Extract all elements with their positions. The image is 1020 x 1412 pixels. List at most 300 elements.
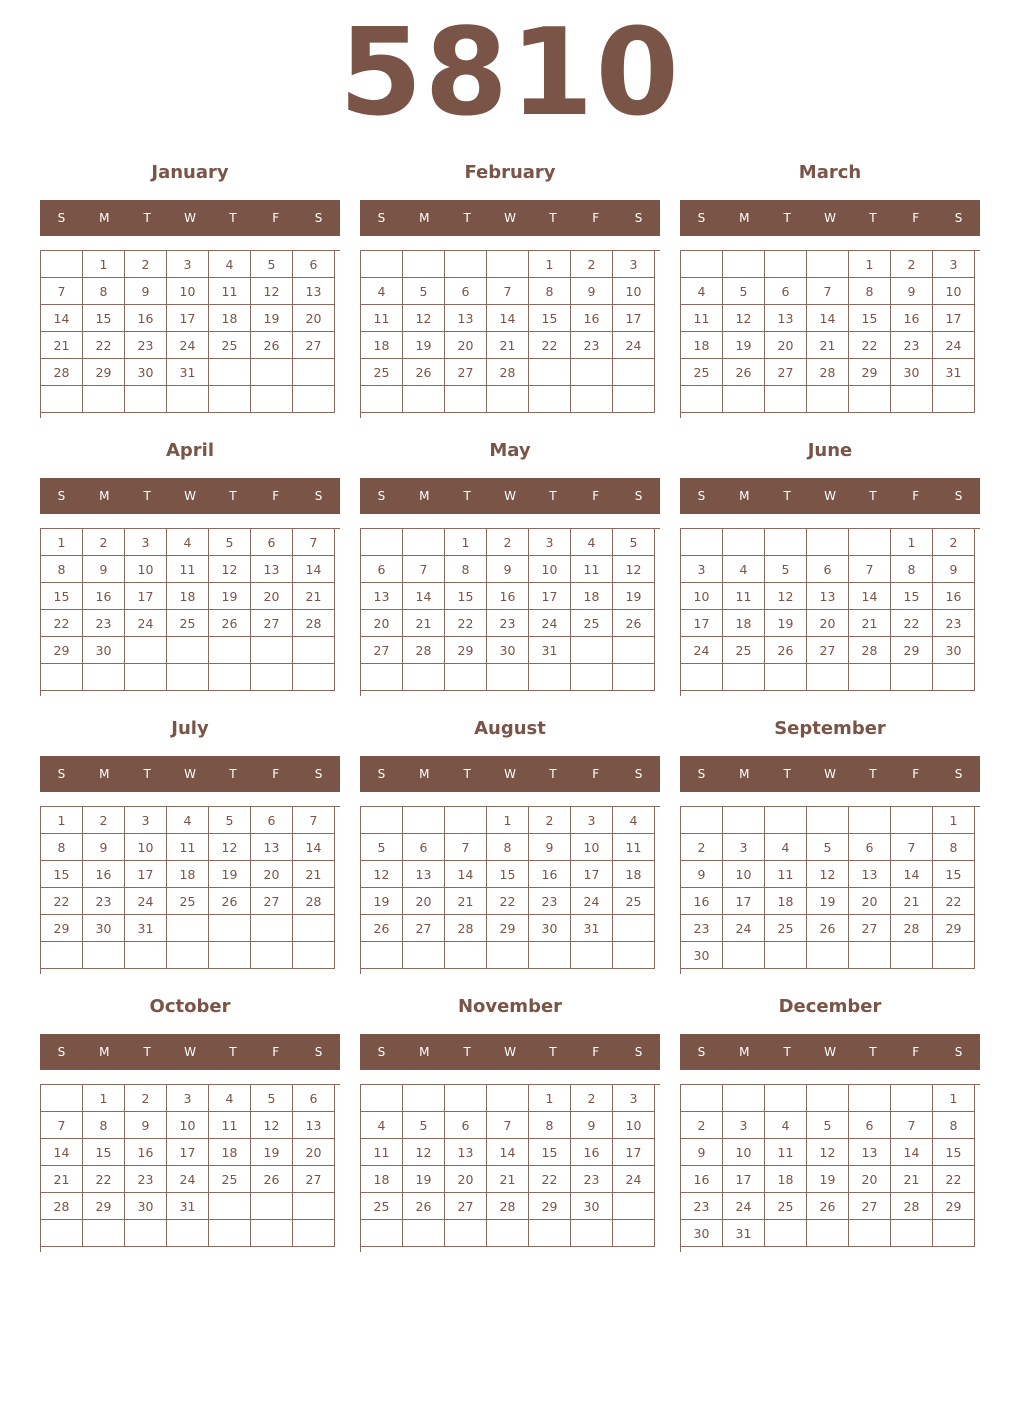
day-cell[interactable]: 22 <box>849 332 891 359</box>
day-cell[interactable]: 2 <box>125 251 167 278</box>
day-cell[interactable]: 1 <box>487 807 529 834</box>
day-cell[interactable]: 25 <box>167 610 209 637</box>
day-cell[interactable]: 28 <box>487 359 529 386</box>
day-cell[interactable]: 10 <box>167 278 209 305</box>
day-cell[interactable]: 2 <box>933 529 975 556</box>
day-cell[interactable]: 19 <box>251 305 293 332</box>
day-cell[interactable]: 11 <box>571 556 613 583</box>
day-cell[interactable]: 15 <box>487 861 529 888</box>
day-cell[interactable]: 23 <box>487 610 529 637</box>
day-cell[interactable]: 8 <box>933 834 975 861</box>
day-cell[interactable]: 15 <box>933 1139 975 1166</box>
day-cell[interactable]: 5 <box>403 278 445 305</box>
day-cell[interactable]: 18 <box>681 332 723 359</box>
day-cell[interactable]: 17 <box>571 861 613 888</box>
day-cell[interactable]: 24 <box>167 332 209 359</box>
day-cell[interactable]: 17 <box>529 583 571 610</box>
day-cell[interactable]: 2 <box>83 529 125 556</box>
day-cell[interactable]: 18 <box>765 1166 807 1193</box>
day-cell[interactable]: 6 <box>445 278 487 305</box>
day-cell[interactable]: 4 <box>167 529 209 556</box>
day-cell[interactable]: 8 <box>41 834 83 861</box>
day-cell[interactable]: 25 <box>167 888 209 915</box>
day-cell[interactable]: 27 <box>293 1166 335 1193</box>
day-cell[interactable]: 22 <box>41 888 83 915</box>
day-cell[interactable]: 7 <box>487 278 529 305</box>
day-cell[interactable]: 10 <box>125 556 167 583</box>
day-cell[interactable]: 21 <box>807 332 849 359</box>
day-cell[interactable]: 17 <box>125 861 167 888</box>
day-cell[interactable]: 25 <box>361 359 403 386</box>
day-cell[interactable]: 26 <box>251 1166 293 1193</box>
day-cell[interactable]: 11 <box>765 861 807 888</box>
day-cell[interactable]: 23 <box>529 888 571 915</box>
day-cell[interactable]: 14 <box>293 834 335 861</box>
day-cell[interactable]: 19 <box>613 583 655 610</box>
day-cell[interactable]: 22 <box>933 888 975 915</box>
day-cell[interactable]: 21 <box>293 861 335 888</box>
day-cell[interactable]: 21 <box>891 888 933 915</box>
day-cell[interactable]: 6 <box>807 556 849 583</box>
day-cell[interactable]: 7 <box>807 278 849 305</box>
day-cell[interactable]: 28 <box>891 915 933 942</box>
day-cell[interactable]: 9 <box>571 1112 613 1139</box>
day-cell[interactable]: 26 <box>723 359 765 386</box>
day-cell[interactable]: 7 <box>41 278 83 305</box>
day-cell[interactable]: 24 <box>125 610 167 637</box>
day-cell[interactable]: 27 <box>849 915 891 942</box>
day-cell[interactable]: 6 <box>293 251 335 278</box>
day-cell[interactable]: 21 <box>41 1166 83 1193</box>
day-cell[interactable]: 16 <box>681 1166 723 1193</box>
day-cell[interactable]: 14 <box>293 556 335 583</box>
day-cell[interactable]: 15 <box>445 583 487 610</box>
day-cell[interactable]: 2 <box>83 807 125 834</box>
day-cell[interactable]: 14 <box>41 1139 83 1166</box>
day-cell[interactable]: 13 <box>251 556 293 583</box>
day-cell[interactable]: 22 <box>529 332 571 359</box>
day-cell[interactable]: 13 <box>807 583 849 610</box>
day-cell[interactable]: 6 <box>251 807 293 834</box>
day-cell[interactable]: 11 <box>361 305 403 332</box>
day-cell[interactable]: 6 <box>251 529 293 556</box>
day-cell[interactable]: 23 <box>571 1166 613 1193</box>
day-cell[interactable]: 18 <box>209 1139 251 1166</box>
day-cell[interactable]: 13 <box>445 1139 487 1166</box>
day-cell[interactable]: 1 <box>529 1085 571 1112</box>
day-cell[interactable]: 24 <box>529 610 571 637</box>
day-cell[interactable]: 17 <box>933 305 975 332</box>
day-cell[interactable]: 12 <box>613 556 655 583</box>
day-cell[interactable]: 14 <box>487 305 529 332</box>
day-cell[interactable]: 1 <box>83 251 125 278</box>
day-cell[interactable]: 13 <box>293 278 335 305</box>
day-cell[interactable]: 12 <box>251 1112 293 1139</box>
day-cell[interactable]: 19 <box>765 610 807 637</box>
day-cell[interactable]: 21 <box>445 888 487 915</box>
day-cell[interactable]: 9 <box>125 278 167 305</box>
day-cell[interactable]: 30 <box>83 915 125 942</box>
day-cell[interactable]: 18 <box>723 610 765 637</box>
day-cell[interactable]: 12 <box>209 556 251 583</box>
day-cell[interactable]: 16 <box>487 583 529 610</box>
day-cell[interactable]: 14 <box>403 583 445 610</box>
day-cell[interactable]: 25 <box>613 888 655 915</box>
day-cell[interactable]: 24 <box>613 1166 655 1193</box>
day-cell[interactable]: 19 <box>209 861 251 888</box>
day-cell[interactable]: 15 <box>529 305 571 332</box>
day-cell[interactable]: 8 <box>445 556 487 583</box>
day-cell[interactable]: 31 <box>167 359 209 386</box>
day-cell[interactable]: 13 <box>361 583 403 610</box>
day-cell[interactable]: 11 <box>209 278 251 305</box>
day-cell[interactable]: 7 <box>487 1112 529 1139</box>
day-cell[interactable]: 27 <box>403 915 445 942</box>
day-cell[interactable]: 14 <box>487 1139 529 1166</box>
day-cell[interactable]: 15 <box>933 861 975 888</box>
day-cell[interactable]: 14 <box>445 861 487 888</box>
day-cell[interactable]: 3 <box>723 1112 765 1139</box>
day-cell[interactable]: 23 <box>571 332 613 359</box>
day-cell[interactable]: 27 <box>445 359 487 386</box>
day-cell[interactable]: 3 <box>529 529 571 556</box>
day-cell[interactable]: 26 <box>765 637 807 664</box>
day-cell[interactable]: 27 <box>251 888 293 915</box>
day-cell[interactable]: 5 <box>723 278 765 305</box>
day-cell[interactable]: 24 <box>613 332 655 359</box>
day-cell[interactable]: 25 <box>765 915 807 942</box>
day-cell[interactable]: 7 <box>293 529 335 556</box>
day-cell[interactable]: 30 <box>83 637 125 664</box>
day-cell[interactable]: 3 <box>167 1085 209 1112</box>
day-cell[interactable]: 30 <box>125 359 167 386</box>
day-cell[interactable]: 16 <box>83 583 125 610</box>
day-cell[interactable]: 3 <box>613 1085 655 1112</box>
day-cell[interactable]: 24 <box>723 1193 765 1220</box>
day-cell[interactable]: 18 <box>167 861 209 888</box>
day-cell[interactable]: 25 <box>765 1193 807 1220</box>
day-cell[interactable]: 12 <box>209 834 251 861</box>
day-cell[interactable]: 4 <box>765 834 807 861</box>
day-cell[interactable]: 9 <box>529 834 571 861</box>
day-cell[interactable]: 12 <box>251 278 293 305</box>
day-cell[interactable]: 15 <box>41 583 83 610</box>
day-cell[interactable]: 13 <box>403 861 445 888</box>
day-cell[interactable]: 7 <box>403 556 445 583</box>
day-cell[interactable]: 15 <box>83 1139 125 1166</box>
day-cell[interactable]: 4 <box>571 529 613 556</box>
day-cell[interactable]: 11 <box>723 583 765 610</box>
day-cell[interactable]: 24 <box>125 888 167 915</box>
day-cell[interactable]: 20 <box>293 1139 335 1166</box>
day-cell[interactable]: 16 <box>681 888 723 915</box>
day-cell[interactable]: 26 <box>807 1193 849 1220</box>
day-cell[interactable]: 22 <box>891 610 933 637</box>
day-cell[interactable]: 22 <box>83 1166 125 1193</box>
day-cell[interactable]: 26 <box>613 610 655 637</box>
day-cell[interactable]: 29 <box>41 915 83 942</box>
day-cell[interactable]: 30 <box>933 637 975 664</box>
day-cell[interactable]: 19 <box>403 332 445 359</box>
day-cell[interactable]: 18 <box>571 583 613 610</box>
day-cell[interactable]: 9 <box>83 556 125 583</box>
day-cell[interactable]: 5 <box>807 834 849 861</box>
day-cell[interactable]: 10 <box>723 861 765 888</box>
day-cell[interactable]: 5 <box>613 529 655 556</box>
day-cell[interactable]: 6 <box>849 834 891 861</box>
day-cell[interactable]: 2 <box>529 807 571 834</box>
day-cell[interactable]: 31 <box>167 1193 209 1220</box>
day-cell[interactable]: 22 <box>529 1166 571 1193</box>
day-cell[interactable]: 23 <box>891 332 933 359</box>
day-cell[interactable]: 21 <box>849 610 891 637</box>
day-cell[interactable]: 1 <box>41 529 83 556</box>
day-cell[interactable]: 30 <box>571 1193 613 1220</box>
day-cell[interactable]: 17 <box>125 583 167 610</box>
day-cell[interactable]: 8 <box>891 556 933 583</box>
day-cell[interactable]: 20 <box>445 1166 487 1193</box>
day-cell[interactable]: 23 <box>83 610 125 637</box>
day-cell[interactable]: 9 <box>933 556 975 583</box>
day-cell[interactable]: 16 <box>891 305 933 332</box>
day-cell[interactable]: 11 <box>361 1139 403 1166</box>
day-cell[interactable]: 28 <box>293 610 335 637</box>
day-cell[interactable]: 22 <box>445 610 487 637</box>
day-cell[interactable]: 19 <box>723 332 765 359</box>
day-cell[interactable]: 4 <box>765 1112 807 1139</box>
day-cell[interactable]: 28 <box>445 915 487 942</box>
day-cell[interactable]: 2 <box>681 834 723 861</box>
day-cell[interactable]: 26 <box>251 332 293 359</box>
day-cell[interactable]: 17 <box>613 305 655 332</box>
day-cell[interactable]: 29 <box>849 359 891 386</box>
day-cell[interactable]: 24 <box>681 637 723 664</box>
day-cell[interactable]: 9 <box>125 1112 167 1139</box>
day-cell[interactable]: 7 <box>293 807 335 834</box>
day-cell[interactable]: 28 <box>891 1193 933 1220</box>
day-cell[interactable]: 29 <box>891 637 933 664</box>
day-cell[interactable]: 23 <box>125 1166 167 1193</box>
day-cell[interactable]: 10 <box>125 834 167 861</box>
day-cell[interactable]: 5 <box>251 1085 293 1112</box>
day-cell[interactable]: 5 <box>807 1112 849 1139</box>
day-cell[interactable]: 18 <box>765 888 807 915</box>
day-cell[interactable]: 23 <box>83 888 125 915</box>
day-cell[interactable]: 5 <box>361 834 403 861</box>
day-cell[interactable]: 20 <box>445 332 487 359</box>
day-cell[interactable]: 8 <box>849 278 891 305</box>
day-cell[interactable]: 28 <box>293 888 335 915</box>
day-cell[interactable]: 25 <box>209 1166 251 1193</box>
day-cell[interactable]: 20 <box>849 888 891 915</box>
day-cell[interactable]: 12 <box>403 305 445 332</box>
day-cell[interactable]: 3 <box>613 251 655 278</box>
day-cell[interactable]: 19 <box>403 1166 445 1193</box>
day-cell[interactable]: 20 <box>849 1166 891 1193</box>
day-cell[interactable]: 24 <box>723 915 765 942</box>
day-cell[interactable]: 7 <box>849 556 891 583</box>
day-cell[interactable]: 2 <box>487 529 529 556</box>
day-cell[interactable]: 8 <box>933 1112 975 1139</box>
day-cell[interactable]: 3 <box>681 556 723 583</box>
day-cell[interactable]: 2 <box>891 251 933 278</box>
day-cell[interactable]: 18 <box>613 861 655 888</box>
day-cell[interactable]: 8 <box>529 278 571 305</box>
day-cell[interactable]: 13 <box>765 305 807 332</box>
day-cell[interactable]: 18 <box>361 332 403 359</box>
day-cell[interactable]: 20 <box>361 610 403 637</box>
day-cell[interactable]: 14 <box>41 305 83 332</box>
day-cell[interactable]: 24 <box>571 888 613 915</box>
day-cell[interactable]: 2 <box>571 1085 613 1112</box>
day-cell[interactable]: 16 <box>125 1139 167 1166</box>
day-cell[interactable]: 20 <box>403 888 445 915</box>
day-cell[interactable]: 13 <box>293 1112 335 1139</box>
day-cell[interactable]: 12 <box>723 305 765 332</box>
day-cell[interactable]: 18 <box>361 1166 403 1193</box>
day-cell[interactable]: 8 <box>487 834 529 861</box>
day-cell[interactable]: 23 <box>933 610 975 637</box>
day-cell[interactable]: 11 <box>681 305 723 332</box>
day-cell[interactable]: 19 <box>251 1139 293 1166</box>
day-cell[interactable]: 8 <box>83 278 125 305</box>
day-cell[interactable]: 22 <box>487 888 529 915</box>
day-cell[interactable]: 4 <box>167 807 209 834</box>
day-cell[interactable]: 30 <box>529 915 571 942</box>
day-cell[interactable]: 11 <box>167 834 209 861</box>
day-cell[interactable]: 5 <box>765 556 807 583</box>
day-cell[interactable]: 10 <box>723 1139 765 1166</box>
day-cell[interactable]: 14 <box>891 1139 933 1166</box>
day-cell[interactable]: 20 <box>293 305 335 332</box>
day-cell[interactable]: 13 <box>849 861 891 888</box>
day-cell[interactable]: 7 <box>891 834 933 861</box>
day-cell[interactable]: 2 <box>571 251 613 278</box>
day-cell[interactable]: 8 <box>83 1112 125 1139</box>
day-cell[interactable]: 4 <box>361 1112 403 1139</box>
day-cell[interactable]: 23 <box>681 915 723 942</box>
day-cell[interactable]: 16 <box>571 305 613 332</box>
day-cell[interactable]: 10 <box>529 556 571 583</box>
day-cell[interactable]: 19 <box>807 1166 849 1193</box>
day-cell[interactable]: 12 <box>403 1139 445 1166</box>
day-cell[interactable]: 14 <box>849 583 891 610</box>
day-cell[interactable]: 16 <box>83 861 125 888</box>
day-cell[interactable]: 21 <box>487 1166 529 1193</box>
day-cell[interactable]: 26 <box>361 915 403 942</box>
day-cell[interactable]: 23 <box>681 1193 723 1220</box>
day-cell[interactable]: 17 <box>723 888 765 915</box>
day-cell[interactable]: 15 <box>83 305 125 332</box>
day-cell[interactable]: 10 <box>681 583 723 610</box>
day-cell[interactable]: 29 <box>487 915 529 942</box>
day-cell[interactable]: 11 <box>765 1139 807 1166</box>
day-cell[interactable]: 12 <box>807 861 849 888</box>
day-cell[interactable]: 3 <box>125 529 167 556</box>
day-cell[interactable]: 18 <box>167 583 209 610</box>
day-cell[interactable]: 28 <box>403 637 445 664</box>
day-cell[interactable]: 29 <box>529 1193 571 1220</box>
day-cell[interactable]: 17 <box>167 1139 209 1166</box>
day-cell[interactable]: 10 <box>571 834 613 861</box>
day-cell[interactable]: 4 <box>209 1085 251 1112</box>
day-cell[interactable]: 9 <box>681 861 723 888</box>
day-cell[interactable]: 25 <box>681 359 723 386</box>
day-cell[interactable]: 7 <box>41 1112 83 1139</box>
day-cell[interactable]: 6 <box>445 1112 487 1139</box>
day-cell[interactable]: 30 <box>487 637 529 664</box>
day-cell[interactable]: 14 <box>891 861 933 888</box>
day-cell[interactable]: 6 <box>765 278 807 305</box>
day-cell[interactable]: 21 <box>293 583 335 610</box>
day-cell[interactable]: 15 <box>891 583 933 610</box>
day-cell[interactable]: 5 <box>403 1112 445 1139</box>
day-cell[interactable]: 10 <box>167 1112 209 1139</box>
day-cell[interactable]: 6 <box>403 834 445 861</box>
day-cell[interactable]: 19 <box>361 888 403 915</box>
day-cell[interactable]: 27 <box>849 1193 891 1220</box>
day-cell[interactable]: 15 <box>529 1139 571 1166</box>
day-cell[interactable]: 26 <box>403 1193 445 1220</box>
day-cell[interactable]: 1 <box>41 807 83 834</box>
day-cell[interactable]: 15 <box>849 305 891 332</box>
day-cell[interactable]: 5 <box>209 529 251 556</box>
day-cell[interactable]: 23 <box>125 332 167 359</box>
day-cell[interactable]: 31 <box>723 1220 765 1247</box>
day-cell[interactable]: 29 <box>83 1193 125 1220</box>
day-cell[interactable]: 2 <box>681 1112 723 1139</box>
day-cell[interactable]: 5 <box>209 807 251 834</box>
day-cell[interactable]: 30 <box>125 1193 167 1220</box>
day-cell[interactable]: 14 <box>807 305 849 332</box>
day-cell[interactable]: 3 <box>723 834 765 861</box>
day-cell[interactable]: 22 <box>83 332 125 359</box>
day-cell[interactable]: 24 <box>167 1166 209 1193</box>
day-cell[interactable]: 31 <box>125 915 167 942</box>
day-cell[interactable]: 7 <box>445 834 487 861</box>
day-cell[interactable]: 1 <box>529 251 571 278</box>
day-cell[interactable]: 26 <box>209 888 251 915</box>
day-cell[interactable]: 1 <box>891 529 933 556</box>
day-cell[interactable]: 6 <box>361 556 403 583</box>
day-cell[interactable]: 3 <box>125 807 167 834</box>
day-cell[interactable]: 19 <box>209 583 251 610</box>
day-cell[interactable]: 1 <box>83 1085 125 1112</box>
day-cell[interactable]: 28 <box>41 1193 83 1220</box>
day-cell[interactable]: 8 <box>41 556 83 583</box>
day-cell[interactable]: 29 <box>83 359 125 386</box>
day-cell[interactable]: 13 <box>445 305 487 332</box>
day-cell[interactable]: 11 <box>167 556 209 583</box>
day-cell[interactable]: 20 <box>765 332 807 359</box>
day-cell[interactable]: 28 <box>849 637 891 664</box>
day-cell[interactable]: 20 <box>251 861 293 888</box>
day-cell[interactable]: 21 <box>487 332 529 359</box>
day-cell[interactable]: 4 <box>681 278 723 305</box>
day-cell[interactable]: 3 <box>571 807 613 834</box>
day-cell[interactable]: 29 <box>933 915 975 942</box>
day-cell[interactable]: 4 <box>723 556 765 583</box>
day-cell[interactable]: 16 <box>529 861 571 888</box>
day-cell[interactable]: 30 <box>681 1220 723 1247</box>
day-cell[interactable]: 8 <box>529 1112 571 1139</box>
day-cell[interactable]: 26 <box>403 359 445 386</box>
day-cell[interactable]: 1 <box>933 807 975 834</box>
day-cell[interactable]: 17 <box>723 1166 765 1193</box>
day-cell[interactable]: 11 <box>613 834 655 861</box>
day-cell[interactable]: 10 <box>613 1112 655 1139</box>
day-cell[interactable]: 27 <box>293 332 335 359</box>
